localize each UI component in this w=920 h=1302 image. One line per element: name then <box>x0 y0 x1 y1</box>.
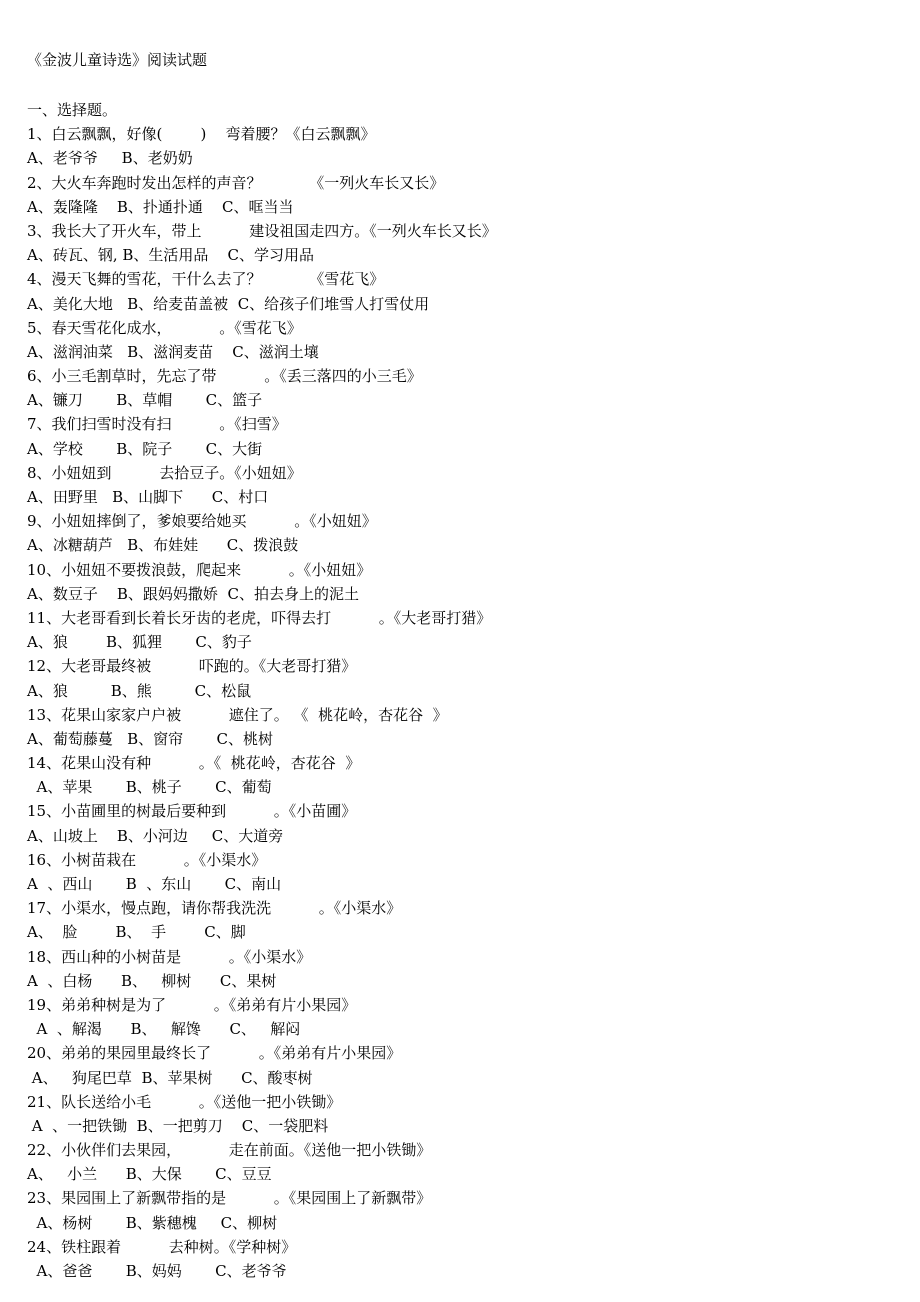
question-line: A、滋润油菜 B、滋润麦苗 C、滋润土壤 <box>27 342 319 361</box>
question-line: 21、队长送给小毛 。《送他一把小铁锄》 <box>27 1092 342 1111</box>
question-line: A、镰刀 B、草帽 C、篮子 <box>27 391 263 410</box>
question-line: 3、我长大了开火车，带上 建设祖国走四方。《一列火车长又长》 <box>27 221 497 240</box>
question-line: A、 脸 B、 手 C、脚 <box>27 923 246 942</box>
question-line: 22、小伙伴们去果园， 走在前面。《送他一把小铁锄》 <box>27 1141 432 1160</box>
question-line: A、学校 B、院子 C、大街 <box>27 439 263 458</box>
question-line: 8、小妞妞到 去拾豆子。《小妞妞》 <box>27 463 302 482</box>
question-line: 10、小妞妞不要拨浪鼓，爬起来 。《小妞妞》 <box>27 560 372 579</box>
question-line: A、葡萄藤蔓 B、窗帘 C、桃树 <box>27 729 274 748</box>
question-line: A、砖瓦、钢, B、生活用品 C、学习用品 <box>27 246 314 265</box>
question-line: A、苹果 B、桃子 C、葡萄 <box>27 778 272 797</box>
question-line: A、 小兰 B、大保 C、豆豆 <box>27 1165 272 1184</box>
question-line: 19、弟弟种树是为了 。《弟弟有片小果园》 <box>27 995 357 1014</box>
question-line: A、狼 B、熊 C、松鼠 <box>27 681 252 700</box>
question-line: 9、小妞妞摔倒了，爹娘要给她买 。《小妞妞》 <box>27 512 377 531</box>
question-list <box>27 98 497 1283</box>
question-line: A 、白杨 B、 柳树 C、果树 <box>27 971 277 990</box>
question-line: A、狼 B、狐狸 C、豹子 <box>27 633 252 652</box>
question-line: 11、大老哥看到长着长牙齿的老虎，吓得去打 。《大老哥打猎》 <box>27 608 492 627</box>
question-line: 4、漫天飞舞的雪花，干什么去了？ 《雪花飞》 <box>27 270 385 289</box>
question-line: 7、我们扫雪时没有扫 。《扫雪》 <box>27 415 287 434</box>
question-line: 23、果园围上了新飘带指的是 。《果园围上了新飘带》 <box>27 1189 432 1208</box>
question-line: A、山坡上 B、小河边 C、大道旁 <box>27 826 284 845</box>
question-line: A 、西山 B 、东山 C、南山 <box>27 875 282 893</box>
question-line: A、杨树 B、紫穗槐 C、柳树 <box>27 1213 278 1232</box>
section-heading: 一、选择题。 <box>27 101 118 119</box>
question-line: 24、铁柱跟着 去种树。《学种树》 <box>27 1237 297 1256</box>
document-title: 《金波儿童诗选》阅读试题 <box>27 51 208 69</box>
question-line: 6、小三毛割草时，先忘了带 。《丢三落四的小三毛》 <box>27 367 422 386</box>
question-line: 5、春天雪花化成水， 。《雪花飞》 <box>27 318 302 337</box>
question-line: A、老爷爷 B、老奶奶 <box>27 149 193 168</box>
question-line: A、轰隆隆 B、扑通扑通 C、哐当当 <box>27 197 294 216</box>
question-line: 20、弟弟的果园里最终长了 。《弟弟有片小果园》 <box>27 1044 402 1063</box>
question-line: 13、花果山家家户户被 遮住了。 《 桃花岭，杏花谷 》 <box>27 705 448 724</box>
question-line: 1、白云飘飘，好像( ) 弯着腰？《白云飘飘》 <box>27 125 376 144</box>
question-line: A、美化大地 B、给麦苗盖被 C、给孩子们堆雪人打雪仗用 <box>27 294 430 313</box>
question-line: A、冰糖葫芦 B、布娃娃 C、拨浪鼓 <box>27 536 299 555</box>
question-line: A、 狗尾巴草 B、苹果树 C、酸枣树 <box>27 1068 313 1087</box>
question-line: A 、一把铁锄 B、一把剪刀 C、一袋肥料 <box>27 1116 329 1135</box>
question-line: A、田野里 B、山脚下 C、村口 <box>27 488 269 506</box>
question-line: 15、小苗圃里的树最后要种到 。《小苗圃》 <box>27 802 357 821</box>
question-line: 2、大火车奔跑时发出怎样的声音？ 《一列火车长又长》 <box>27 173 445 192</box>
question-line: A、数豆子 B、跟妈妈撒娇 C、拍去身上的泥土 <box>27 584 359 603</box>
question-line: A 、解渴 B、 解馋 C、 解闷 <box>27 1020 301 1039</box>
question-line: 12、大老哥最终被 吓跑的。《大老哥打猎》 <box>27 657 357 676</box>
question-line: 16、小树苗栽在 。《小渠水》 <box>27 850 267 869</box>
question-line: 17、小渠水，慢点跑，请你帮我洗洗 。《小渠水》 <box>27 899 402 918</box>
question-line: A、爸爸 B、妈妈 C、老爷爷 <box>27 1262 287 1280</box>
question-line: 14、花果山没有种 。《 桃花岭，杏花谷 》 <box>27 754 361 773</box>
question-line: 18、西山种的小树苗是 。《小渠水》 <box>27 947 312 966</box>
